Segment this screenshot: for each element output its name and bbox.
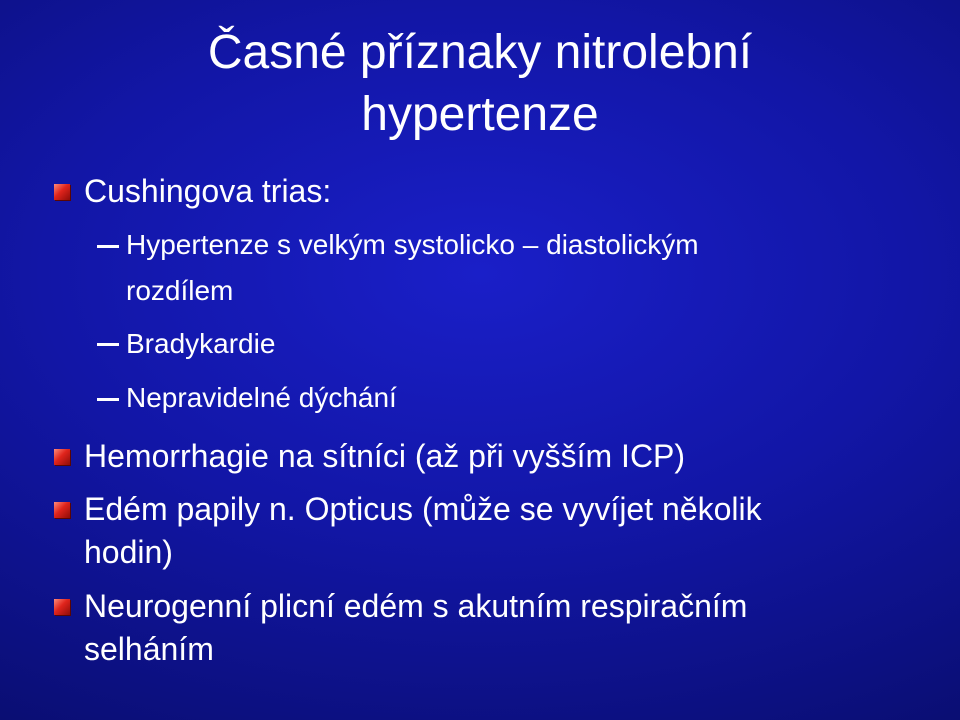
dash-bullet-icon <box>97 398 119 401</box>
bullet-papilledema: Edém papily n. Opticus (může se vyvíjet několik <box>84 491 762 527</box>
bullet-retinal-hemorrhage: Hemorrhagie na sítníci (až při vyšším ICP) <box>84 438 686 474</box>
red-square-bullet-icon <box>54 502 70 518</box>
sub-bullet-irregular-breathing: Nepravidelné dýchání <box>126 382 397 413</box>
bullet-cushing-triad: Cushingova trias: <box>84 173 332 209</box>
bullet-neurogenic-pulmonary-edema: Neurogenní plicní edém s akutním respiračním <box>84 588 748 624</box>
red-square-bullet-icon <box>54 599 70 615</box>
bullet-neurogenic-pulmonary-edema-continuation: selháním <box>84 631 214 667</box>
slide-title-line-1: Časné příznaky nitrolební <box>207 26 753 79</box>
sub-bullet-bradycardia: Bradykardie <box>126 328 276 359</box>
slide-title-line-2: hypertenze <box>361 88 599 141</box>
sub-bullet-hypertension: Hypertenze s velkým systolicko – diastolickým <box>126 229 699 260</box>
red-square-bullet-icon <box>54 184 70 200</box>
bullet-papilledema-continuation: hodin) <box>84 534 173 570</box>
dash-bullet-icon <box>97 245 119 248</box>
sub-bullet-hypertension-continuation: rozdílem <box>126 275 234 306</box>
red-square-bullet-icon <box>54 449 70 465</box>
dash-bullet-icon <box>97 343 119 346</box>
